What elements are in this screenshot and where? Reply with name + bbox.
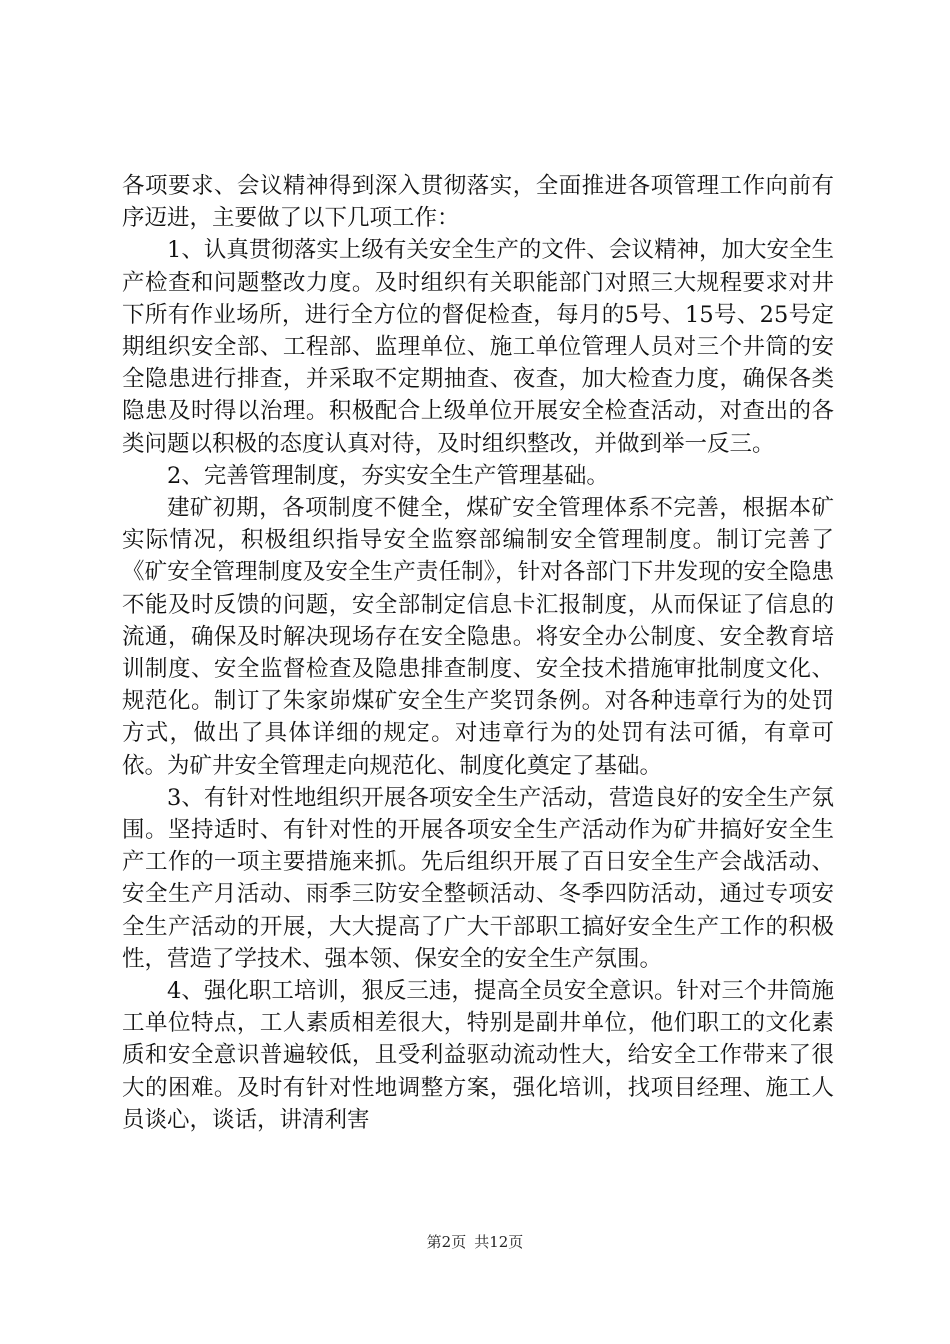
paragraph-item-2-body: 建矿初期，各项制度不健全，煤矿安全管理体系不完善，根据本矿实际情况，积极组织指导安全监察部编制安全管理制度。制订完善了《矿安全管理制度及安全生产责任制》，针对各部门下井发现的安全隐患不能及时反馈的问题，安全部制定信息卡汇报制度，从而保证了信息的流通，确保及时解决现场存在安全隐患。将安全办公制度、安全教育培训制度、安全监督检查及隐患排查制度、安全技术措施审批制度文化、规范化。制订了朱家峁煤矿安全生产奖罚条例。对各种违章行为的处罚方式，做出了具体详细的规定。对违章行为的处罚有法可循，有章可依。为矿井安全管理走向规范化、制度化奠定了基础。 <box>122 495 834 779</box>
paragraph-item-4: 4、强化职工培训，狠反三违，提高全员安全意识。针对三个井筒施工单位特点，工人素质相差很大，特别是副井单位，他们职工的文化素质和安全意识普遍较低，且受利益驱动流动性大，给安全工作带来了很大的困难。及时有针对性地调整方案，强化培训，找项目经理、施工人员谈心，谈话，讲清利害 <box>122 978 834 1133</box>
paragraph-item-3: 3、有针对性地组织开展各项安全生产活动，营造良好的安全生产氛围。坚持适时、有针对性的开展各项安全生产活动作为矿井搞好安全生产工作的一项主要措施来抓。先后组织开展了百日安全生产会战活动、安全生产月活动、雨季三防安全整顿活动、冬季四防活动，通过专项安全生产活动的开展，大大提高了广大干部职工搞好安全生产工作的积极性，营造了学技术、强本领、保安全的安全生产氛围。 <box>122 784 834 972</box>
page-footer <box>0 1232 950 1252</box>
page-total: 共12页 <box>474 1233 524 1251</box>
paragraph-item-2-heading: 2、完善管理制度，夯实安全生产管理基础。 <box>167 462 609 489</box>
paragraph-intro-continuation: 各项要求、会议精神得到深入贯彻落实，全面推进各项管理工作向前有序迈进，主要做了以下几项工作： <box>122 173 834 232</box>
page-number: 第2页 <box>426 1233 467 1251</box>
paragraph-item-1: 1、认真贯彻落实上级有关安全生产的文件、会议精神，加大安全生产检查和问题整改力度。及时组织有关职能部门对照三大规程要求对井下所有作业场所，进行全方位的督促检查，每月的5号、15号、25号定期组织安全部、工程部、监理单位、施工单位管理人员对三个井筒的安全隐患进行排查，并采取不定期抽查、夜查，加大检查力度，确保各类隐患及时得以治理。积极配合上级单位开展安全检查活动，对查出的各类问题以积极的态度认真对待，及时组织整改，并做到举一反三。 <box>122 237 834 457</box>
document-body <box>122 170 834 1136</box>
